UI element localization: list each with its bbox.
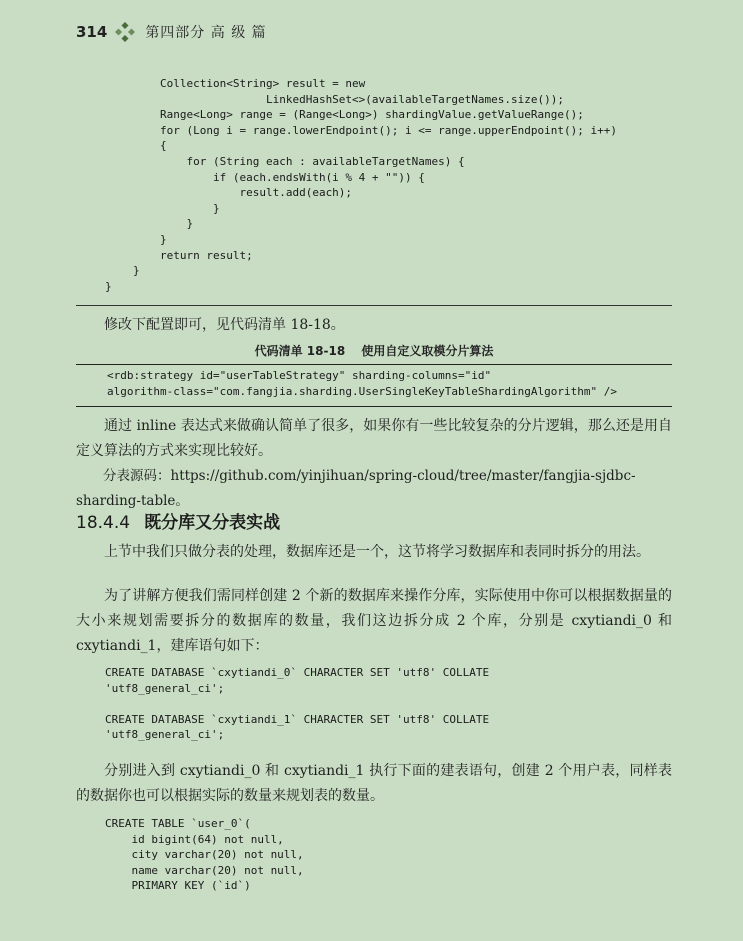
diamond-cluster-icon xyxy=(115,22,135,42)
part-title: 第四部分 高 级 篇 xyxy=(145,25,267,41)
code-line: CREATE TABLE `user_0`( xyxy=(105,817,251,830)
paragraph-inline-expression: 通过 inline 表达式来做确认简单了很多，如果你有一些比较复杂的分片逻辑，那么还是用自定义算法的方式来实现比较好。 xyxy=(76,418,672,459)
section-title: 既分库又分表实战 xyxy=(144,513,281,533)
page-number: 314 xyxy=(76,23,108,41)
code-line: result.add(each); xyxy=(160,186,353,200)
code-line: Collection<String> result = new xyxy=(160,77,366,90)
code-line: if (each.endsWith(i % 4 + "")) { xyxy=(160,170,425,184)
code-line: return result; xyxy=(160,248,253,262)
code-line: city varchar(20) not null, xyxy=(105,848,304,862)
section-heading xyxy=(76,508,280,533)
paragraph-source-link: 分表源码：https://github.com/yinjihuan/spring-cloud/tree/master/fangjia-sjdbc-sharding-table。 xyxy=(76,468,636,509)
code-line: CREATE DATABASE `cxytiandi_1` CHARACTER SET 'utf8' COLLATE xyxy=(105,712,490,726)
code-listing-strategy xyxy=(107,368,617,399)
code-line: CREATE DATABASE `cxytiandi_0` CHARACTER SET 'utf8' COLLATE xyxy=(105,666,490,679)
page-header xyxy=(76,20,267,44)
listing-label: 代码清单 18-18 xyxy=(254,344,346,358)
code-line: PRIMARY KEY (`id`) xyxy=(105,879,251,893)
code-line: { xyxy=(160,139,167,153)
paragraph-create-databases: 为了讲解方便我们需同样创建 2 个新的数据库来操作分库，实际使用中你可以根据数据量的大小来规划需要拆分的数据库的数量，我们这边拆分成 2 个库，分别是 cxytiandi_0 和 cxytiandi_1，建库语句如下： xyxy=(76,588,672,654)
code-line: } xyxy=(160,201,220,215)
code-line: for (Long i = range.lowerEndpoint(); i <= range.upperEndpoint(); i++) xyxy=(160,123,617,137)
code-block-sharding-algorithm xyxy=(105,76,617,294)
section-number: 18.4.4 xyxy=(76,513,131,533)
code-block-create-database xyxy=(105,665,489,743)
code-block-create-table xyxy=(105,816,304,894)
listing-top-rule xyxy=(76,364,672,365)
code-line: id bigint(64) not null, xyxy=(105,832,284,846)
code-line: LinkedHashSet<>(availableTargetNames.size()); xyxy=(160,92,564,106)
code-line: name varchar(20) not null, xyxy=(105,863,304,877)
code-line: } xyxy=(160,232,167,246)
listing-caption xyxy=(76,342,672,362)
code-line: } xyxy=(133,264,140,278)
code-line: } xyxy=(105,279,112,293)
listing-bottom-rule xyxy=(76,406,672,407)
paragraph-modify-config: 修改下配置即可，见代码清单 18-18。 xyxy=(104,317,345,333)
code-line: <rdb:strategy id="userTableStrategy" sharding-columns="id" xyxy=(107,369,492,382)
paragraph-section-intro: 上节中我们只做分表的处理，数据库还是一个，这节将学习数据库和表同时拆分的用法。 xyxy=(104,544,650,560)
code-line: for (String each : availableTargetNames) { xyxy=(160,154,465,168)
code-line: } xyxy=(160,217,194,231)
code-line xyxy=(105,696,489,712)
listing-title: 使用自定义取模分片算法 xyxy=(361,344,494,358)
code-line: algorithm-class="com.fangjia.sharding.UserSingleKeyTableShardingAlgorithm" /> xyxy=(107,384,617,398)
code-line: 'utf8_general_ci'; xyxy=(105,728,225,742)
code-block-bottom-rule xyxy=(76,305,672,306)
code-line: 'utf8_general_ci'; xyxy=(105,681,225,695)
paragraph-create-tables: 分别进入到 cxytiandi_0 和 cxytiandi_1 执行下面的建表语句，创建 2 个用户表，同样表的数据你也可以根据实际的数量来规划表的数量。 xyxy=(76,763,672,804)
code-line: Range<Long> range = (Range<Long>) shardingValue.getValueRange(); xyxy=(160,108,584,122)
